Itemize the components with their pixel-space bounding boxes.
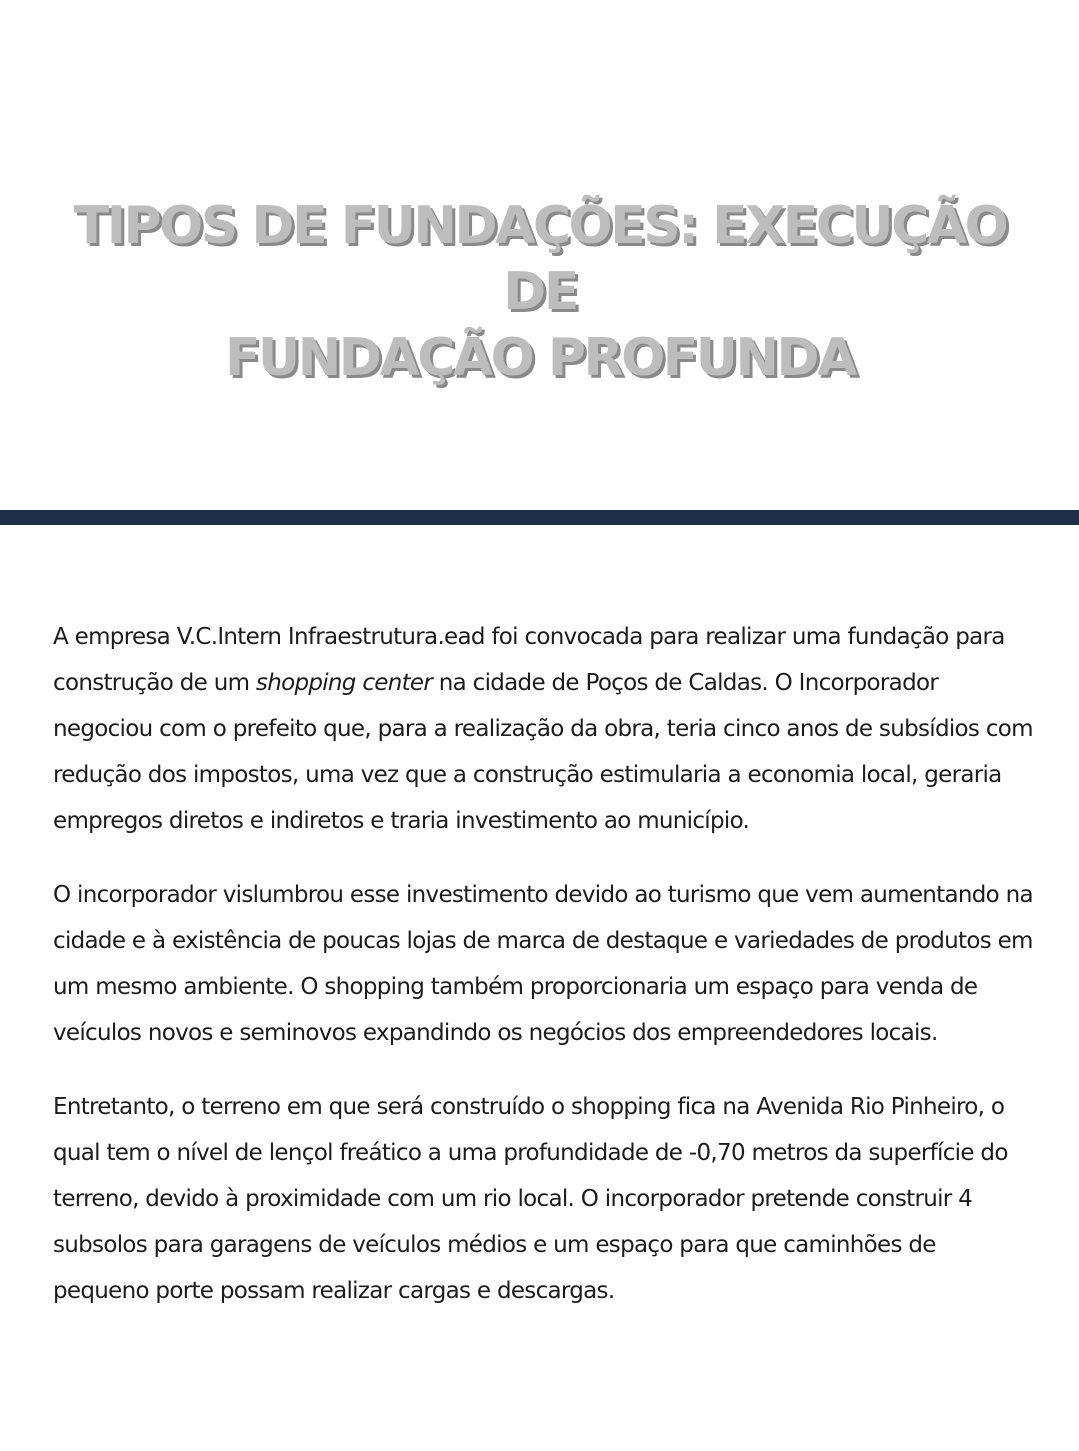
paragraph-intro-text-end: na cidade de Poços de Caldas. O Incorporador negociou com o prefeito que, para a realização da obra, teria cinco anos de subsídios com redução dos impostos, uma vez que a construção estimularia a economia local, geraria empregos diretos e indiretos e traria investimento ao município. <box>53 670 1033 834</box>
page-title-line-1: TIPOS DE FUNDAÇÕES: EXECUÇÃO DE <box>73 196 1007 322</box>
paragraph-intro <box>53 614 1033 844</box>
paragraph-terrain: Entretanto, o terreno em que será construído o shopping fica na Avenida Rio Pinheiro, o qual tem o nível de lençol freático a uma profundidade de -0,70 metros da superfície do terreno, devido à proximidade com um rio local. O incorporador pretende construir 4 subsolos para garagens de veículos médios e um espaço para que caminhões de pequeno porte possam realizar cargas e descargas. <box>53 1094 1008 1304</box>
paragraph-investment: O incorporador vislumbrou esse investimento devido ao turismo que vem aumentando na cidade e à existência de poucas lojas de marca de destaque e variedades de produtos em um mesmo ambiente. O shopping também proporcionaria um espaço para venda de veículos novos e seminovos expandindo os negócios dos empreendedores locais. <box>53 882 1033 1046</box>
paragraph-intro-text-start: A empresa V.C.Intern Infraestrutura.ead foi convocada para realizar uma fundação para construção de um <box>53 624 1005 696</box>
paragraph-intro-italic-term: shopping center <box>255 670 433 696</box>
section-divider <box>0 510 1079 525</box>
page-title <box>40 193 1040 391</box>
document-body <box>53 614 1033 1342</box>
page-title-line-2: FUNDAÇÃO PROFUNDA <box>225 328 855 388</box>
page-header <box>0 0 1079 510</box>
